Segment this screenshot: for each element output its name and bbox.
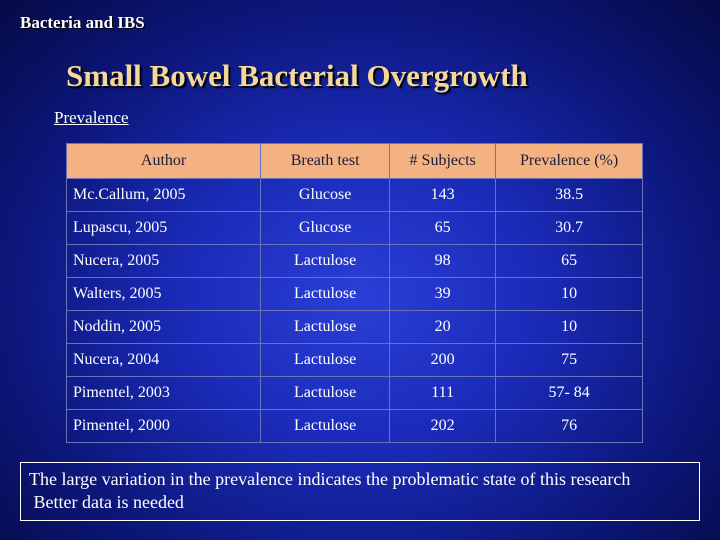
cell-breath-test: Lactulose bbox=[261, 311, 390, 344]
subtitle-prevalence: Prevalence bbox=[54, 108, 129, 127]
cell-subjects: 98 bbox=[390, 245, 496, 278]
cell-prevalence: 30.7 bbox=[496, 212, 643, 245]
prevalence-table bbox=[66, 143, 643, 443]
cell-prevalence: 38.5 bbox=[496, 179, 643, 212]
table-row bbox=[67, 377, 643, 410]
header-subjects: # Subjects bbox=[390, 144, 496, 179]
cell-subjects: 111 bbox=[390, 377, 496, 410]
cell-author: Pimentel, 2003 bbox=[67, 377, 261, 410]
table-row bbox=[67, 311, 643, 344]
cell-subjects: 200 bbox=[390, 344, 496, 377]
cell-subjects: 202 bbox=[390, 410, 496, 443]
table-row bbox=[67, 179, 643, 212]
cell-author: Lupascu, 2005 bbox=[67, 212, 261, 245]
header-author: Author bbox=[67, 144, 261, 179]
cell-subjects: 20 bbox=[390, 311, 496, 344]
cell-author: Nucera, 2005 bbox=[67, 245, 261, 278]
cell-prevalence: 75 bbox=[496, 344, 643, 377]
note-line-2: Better data is needed bbox=[29, 492, 184, 512]
header-breath-test: Breath test bbox=[261, 144, 390, 179]
table-header-row bbox=[67, 144, 643, 179]
cell-breath-test: Lactulose bbox=[261, 245, 390, 278]
cell-subjects: 65 bbox=[390, 212, 496, 245]
cell-prevalence: 57- 84 bbox=[496, 377, 643, 410]
cell-subjects: 143 bbox=[390, 179, 496, 212]
table-row bbox=[67, 278, 643, 311]
cell-subjects: 39 bbox=[390, 278, 496, 311]
cell-prevalence: 10 bbox=[496, 278, 643, 311]
note-line-1: The large variation in the prevalence indicates the problematic state of this research bbox=[29, 469, 631, 489]
cell-breath-test: Lactulose bbox=[261, 278, 390, 311]
table-row bbox=[67, 344, 643, 377]
table-row bbox=[67, 212, 643, 245]
cell-author: Nucera, 2004 bbox=[67, 344, 261, 377]
cell-breath-test: Glucose bbox=[261, 179, 390, 212]
slide-title: Small Bowel Bacterial Overgrowth bbox=[66, 58, 528, 93]
cell-breath-test: Glucose bbox=[261, 212, 390, 245]
cell-prevalence: 76 bbox=[496, 410, 643, 443]
table-row bbox=[67, 245, 643, 278]
cell-author: Pimentel, 2000 bbox=[67, 410, 261, 443]
cell-author: Mc.Callum, 2005 bbox=[67, 179, 261, 212]
cell-breath-test: Lactulose bbox=[261, 377, 390, 410]
cell-breath-test: Lactulose bbox=[261, 410, 390, 443]
section-label: Bacteria and IBS bbox=[20, 13, 145, 32]
cell-author: Walters, 2005 bbox=[67, 278, 261, 311]
header-prevalence: Prevalence (%) bbox=[496, 144, 643, 179]
conclusion-note bbox=[20, 462, 700, 521]
cell-breath-test: Lactulose bbox=[261, 344, 390, 377]
table-row bbox=[67, 410, 643, 443]
cell-author: Noddin, 2005 bbox=[67, 311, 261, 344]
cell-prevalence: 10 bbox=[496, 311, 643, 344]
cell-prevalence: 65 bbox=[496, 245, 643, 278]
